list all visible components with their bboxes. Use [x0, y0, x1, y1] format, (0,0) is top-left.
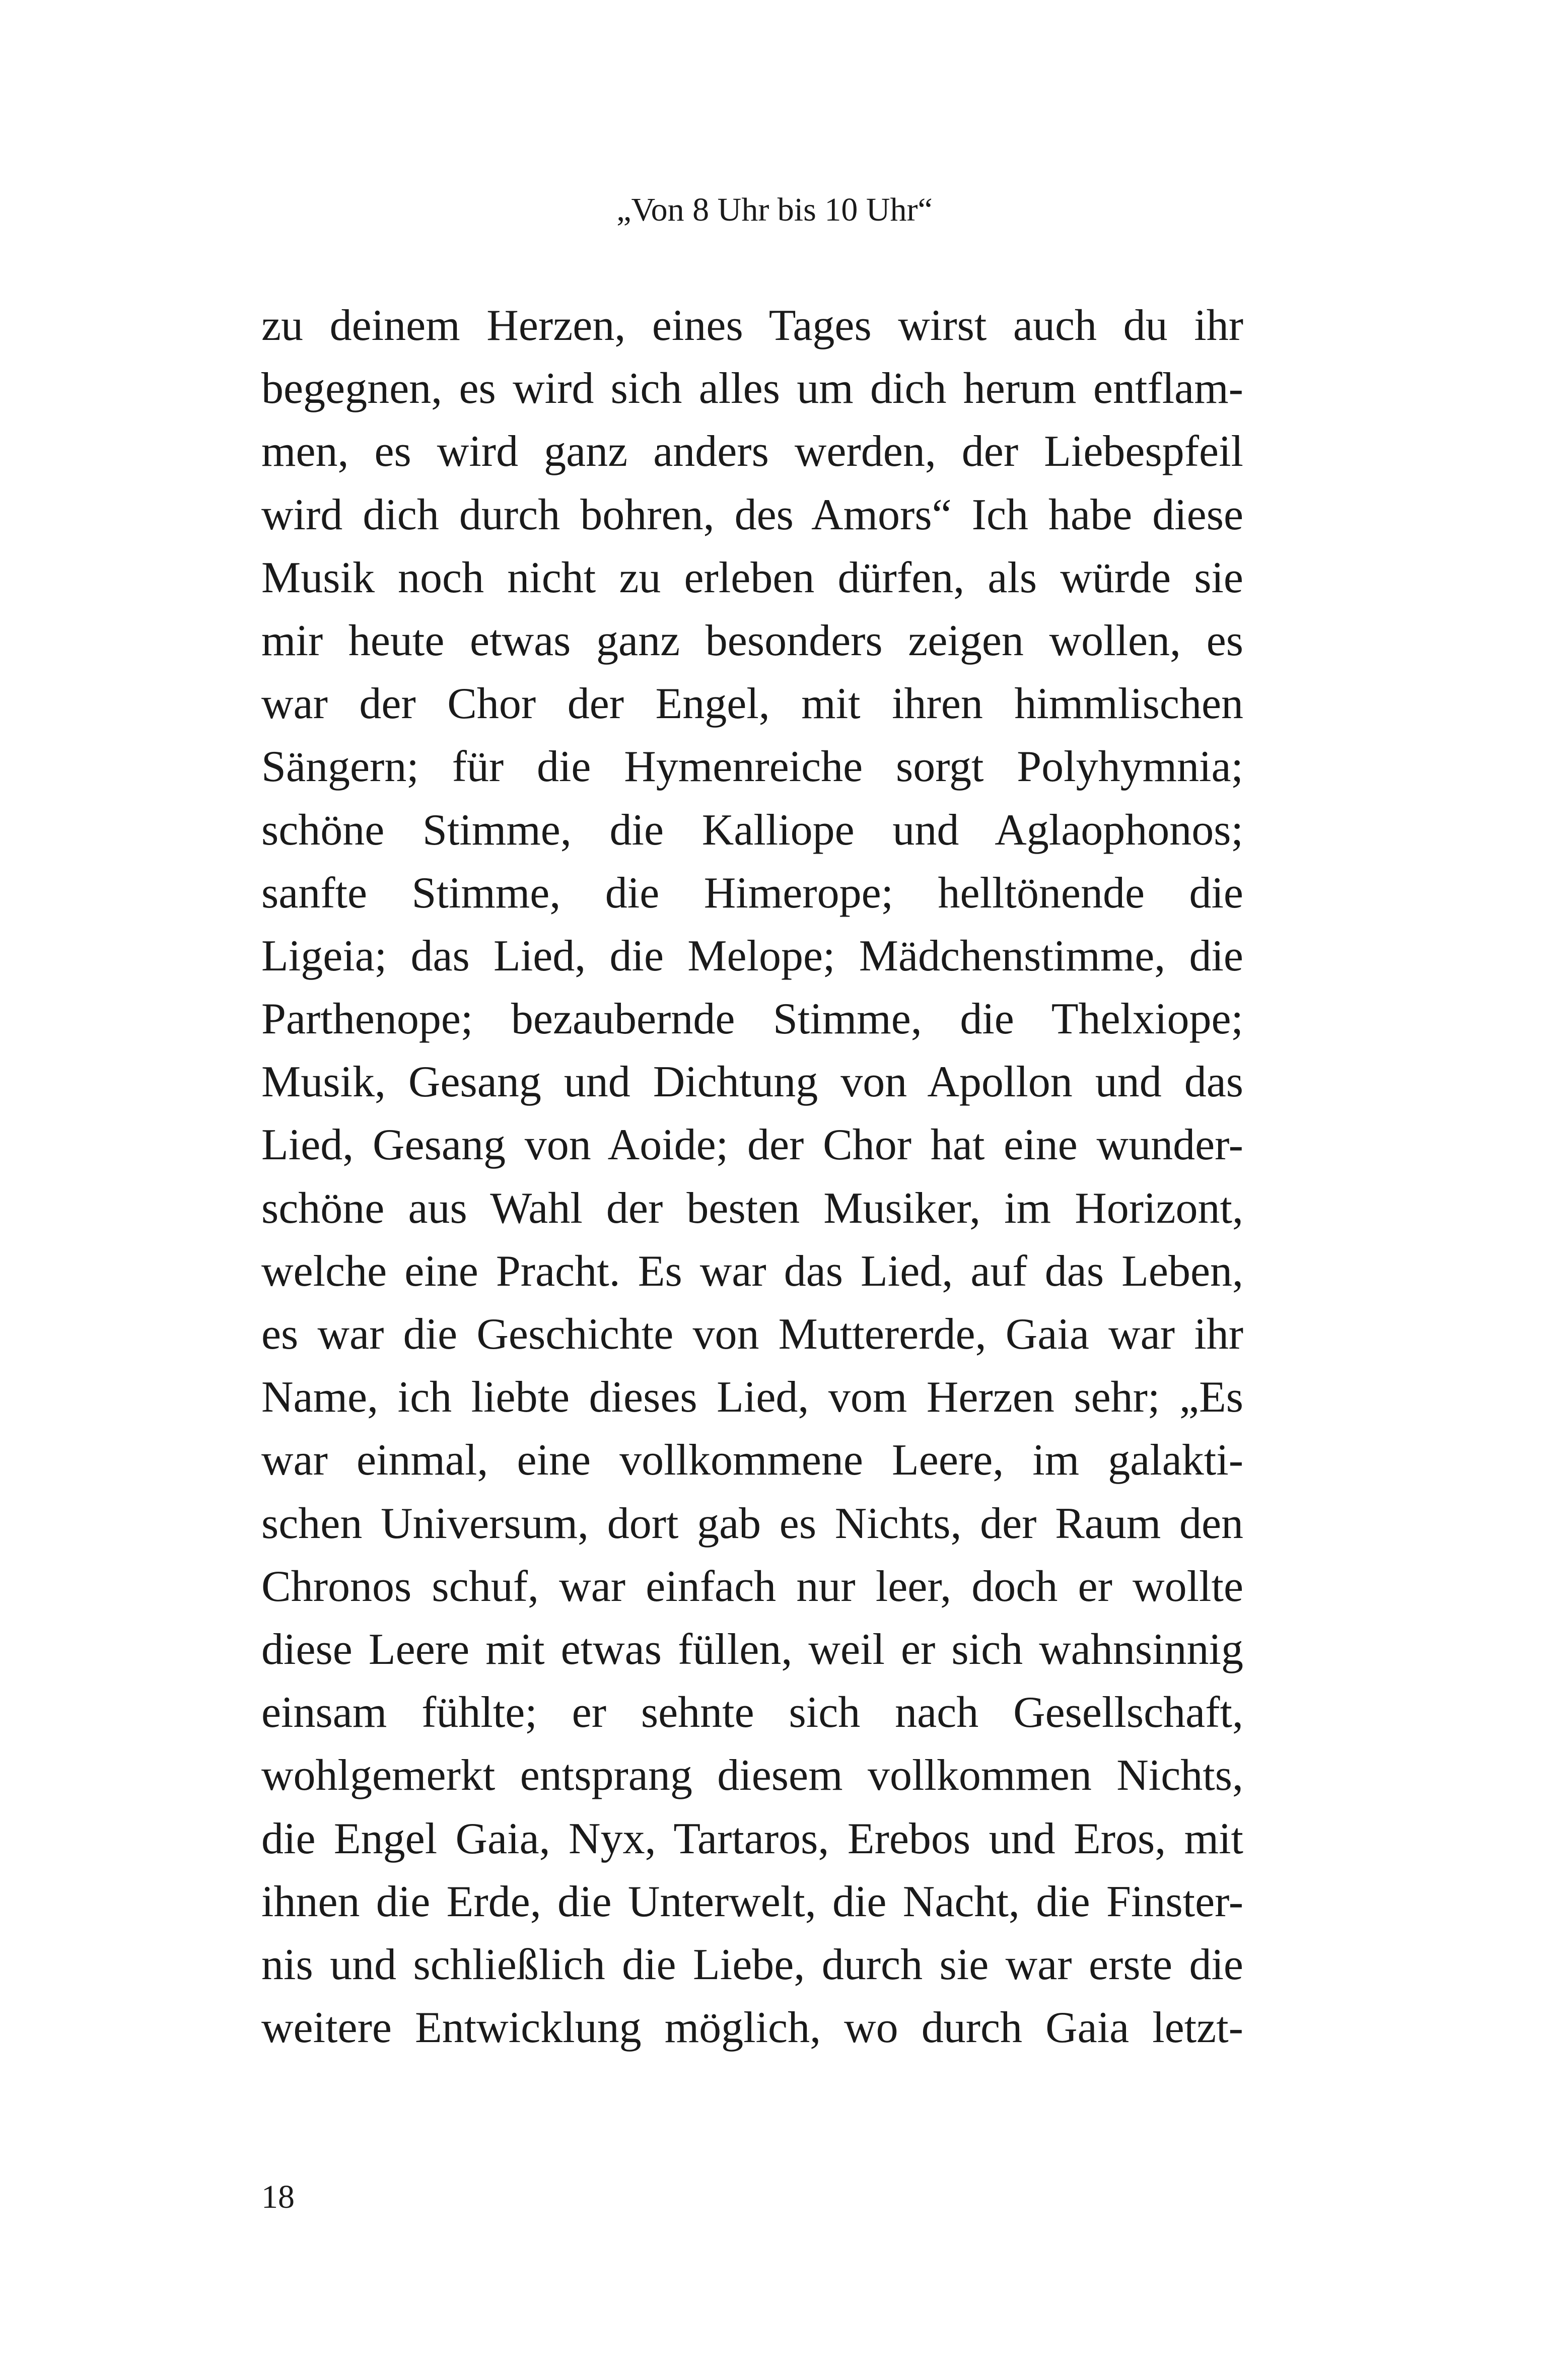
text-line: mir heute etwas ganz besonders zeigen wollen, es	[261, 616, 1243, 665]
text-line: diese Leere mit etwas füllen, weil er sich wahnsinnig	[261, 1625, 1243, 1674]
page-number: 18	[261, 2179, 295, 2215]
text-line: war einmal, eine vollkommene Leere, im galakti-	[261, 1436, 1243, 1485]
text-line: men, es wird ganz anders werden, der Liebespfeil	[261, 427, 1243, 476]
text-line: schöne Stimme, die Kalliope und Aglaophonos;	[261, 805, 1243, 855]
body-text	[261, 294, 1243, 2059]
text-line: einsam fühlte; er sehnte sich nach Gesellschaft,	[261, 1688, 1243, 1737]
text-line: Chronos schuf, war einfach nur leer, doch er wollte	[261, 1562, 1243, 1611]
text-line: Sängern; für die Hymenreiche sorgt Polyhymnia;	[261, 742, 1243, 792]
text-line: Musik, Gesang und Dichtung von Apollon und das	[261, 1058, 1243, 1107]
text-line: Parthenope; bezaubernde Stimme, die Thelxiope;	[261, 995, 1243, 1044]
text-line: Lied, Gesang von Aoide; der Chor hat eine wunder-	[261, 1121, 1243, 1170]
text-line: weitere Entwicklung möglich, wo durch Gaia letzt-	[261, 2003, 1243, 2053]
running-head: „Von 8 Uhr bis 10 Uhr“	[616, 191, 933, 228]
text-line: begegnen, es wird sich alles um dich herum entflam-	[261, 364, 1243, 413]
text-line: nis und schließlich die Liebe, durch sie war erste die	[261, 1940, 1243, 1989]
text-line: zu deinem Herzen, eines Tages wirst auch du ihr	[261, 301, 1243, 350]
text-line: es war die Geschichte von Muttererde, Gaia war ihr	[261, 1310, 1243, 1359]
text-line: Name, ich liebte dieses Lied, vom Herzen sehr; „Es	[261, 1373, 1243, 1422]
text-line: sanfte Stimme, die Himerope; helltönende die	[261, 868, 1243, 918]
text-line: wohlgemerkt entsprang diesem vollkommen Nichts,	[261, 1751, 1243, 1800]
text-line: welche eine Pracht. Es war das Lied, auf das Leben,	[261, 1246, 1243, 1296]
text-line: ihnen die Erde, die Unterwelt, die Nacht, die Finster-	[261, 1877, 1243, 1926]
text-line: Musik noch nicht zu erleben dürfen, als würde sie	[261, 553, 1243, 602]
text-line: schen Universum, dort gab es Nichts, der Raum den	[261, 1499, 1243, 1548]
text-line: wird dich durch bohren, des Amors“ Ich habe diese	[261, 490, 1243, 539]
text-line: Ligeia; das Lied, die Melope; Mädchenstimme, die	[261, 931, 1243, 981]
text-line: schöne aus Wahl der besten Musiker, im Horizont,	[261, 1183, 1243, 1233]
text-line: war der Chor der Engel, mit ihren himmlischen	[261, 679, 1243, 729]
text-line: die Engel Gaia, Nyx, Tartaros, Erebos und Eros, mit	[261, 1814, 1243, 1863]
